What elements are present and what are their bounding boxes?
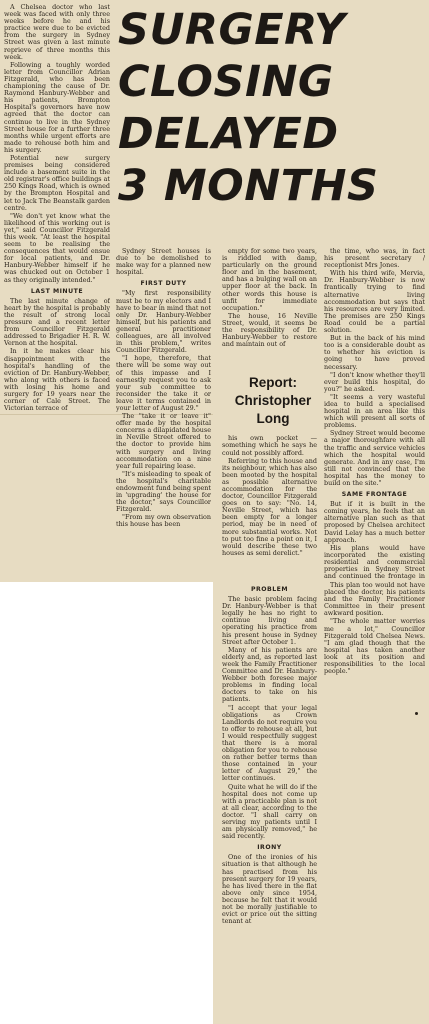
article-column-4 (324, 248, 425, 580)
paragraph: Many of his patients are elderly and, as reported last week the Family Practitioner Committee and Dr. Hanbury-Webber both foresee major problems in finding local doctors to take on his patients. (222, 645, 317, 704)
paragraph: But in the back of his mind too is a considerable doubt as to whether his eviction is going to have proved necessary. (324, 334, 425, 371)
article-column-2 (116, 248, 211, 578)
paragraph: Quite what he will do if the hospital does not come up with a practicable plan is not at all clear, according to the doctor. "I shall carry on serving my patients until I am physically removed," he said recently. (222, 782, 317, 841)
paragraph: But if it is built in the coming years, he feels that an alternative plan such as that proposed by Chelsea architect David Lelay has a much better approach. (324, 500, 425, 544)
headline-line-2: CLOSING (118, 57, 334, 107)
paragraph: His plans would have incorporated the existing residential and commercial properties in Sydney Street and continued the frontage in (324, 543, 425, 580)
headline-line-1: SURGERY (118, 5, 346, 55)
paragraph: Referring to this house and its neighbour, which has also been mooted by the hospital as possible alternative accommodation for the doctor, Councillor Fitzgerald goes on to say: "No. 14, Neville Street, which has been empty for a longer period, may be in need of more substantial works. Not to put too fine a point on it, I would describe these two houses as semi derelict." (222, 456, 317, 557)
headline-line-3: DELAYED (118, 109, 339, 159)
paragraph: The basic problem facing Dr. Hanbury-Webber is that legally he has no right to continue living and operating his practice from his present house in Sydney Street after October 1. (222, 595, 317, 646)
paragraph: One of the ironies of his situation is that although he has practised from his present surgery for 19 years, he has lived there in the flat above only since 1954, because he felt that it would not be morally justifiable to evict or price out the sitting tenant at (222, 853, 317, 926)
subheading: LAST MINUTE (30, 287, 84, 295)
article-column-1 (4, 4, 110, 580)
end-mark (415, 712, 418, 715)
paragraph: This plan too would not have placed the doctor, his patients and the Family Practitioner Committee in their present awkward position. (324, 582, 425, 618)
paragraph: "It seems a very wasteful idea to build a specialised hospital in an area like this which will present all sorts of problems. (324, 392, 425, 430)
paragraph: The house, 16 Neville Street, would, it seems be the responsibility of Dr. Hanbury-Webber to restore and maintain out of (222, 311, 317, 349)
paragraph: "From my own observation this house has been (116, 513, 211, 529)
paragraph: the time, who was, in fact his present secretary / receptionist Mrs Jones. (324, 248, 425, 270)
byline-author-last: Long (256, 411, 290, 426)
byline (230, 374, 316, 428)
subheading: FIRST DUTY (140, 280, 187, 288)
paragraph: The last minute change of heart by the hospital is probably the result of strong local pressure and a recent letter from Councillor Fitzgerald addressed to Brigadier H. R. W. Vernon at the hospital. (4, 296, 110, 348)
byline-label: Report: (249, 375, 297, 390)
paragraph: empty for some two years, is riddled with damp, particularly on the ground floor and in the basement, and has a bulging wall on an upper floor at the back. In other words this house is unfit for immediate occupation." (222, 248, 317, 312)
paragraph: "I hope, therefore, that there will be some way out of this impasse and I earnestly request you to ask your sub committee to reconsider the take it or leave it terms contained in your letter of August 29." (116, 354, 211, 412)
byline-author-first: Christopher (234, 393, 312, 408)
paragraph: "I don't know whether they'll ever build this hospital, do you?" he asked. (324, 370, 425, 393)
paragraph: Sydney Street houses is due to be demolished to make way for a planned new hospital. (116, 248, 211, 277)
subheading: IRONY (257, 844, 282, 852)
paragraph: Following a toughly worded letter from Councillor Adrian Fitzgerald, who has been championing the cause of Dr. Raymond Hanbury-Webber and his patients, Brompton Hospital's governors have now agreed that the doctor can continue to live in the Sydney Street house for a further three months while urgent efforts are made to rehouse both him and his surgery. (4, 60, 110, 154)
paragraph: A Chelsea doctor who last week was faced with only three weeks before he and his practice were due to be evicted from the surgery in Sydney Street was given a last minute reprieve of three months this week. (4, 4, 110, 61)
headline-line-4: 3 MONTHS (118, 161, 379, 211)
article-column-5 (222, 582, 317, 1022)
paragraph: "My first responsibility must be to my electors and I have to bear in mind that not only Dr. Hanbury-Webber himself, but his patients and general practitioner colleagues, are all involved in this problem," writes Councillor Fitzgerald. (116, 289, 211, 355)
paragraph: "We don't yet know what the likelihood of this working out is yet," said Councillor Fitzgerald this week. "At least the hospital seem to be realising the consequences that would ensue for local patients, and Dr. Hanbury-Webber himself if he was chucked out on October 1 as they originally intended." (4, 211, 110, 284)
paragraph: his own pocket — something which he says he could not possibly afford. (222, 434, 317, 457)
paragraph: Sydney Street would become a major thoroughfare with all the traffic and service vehicles which the hospital would generate. And in any case, I'm still not convinced that the hospital has the money to build on the site." (324, 429, 425, 487)
subheading: SAME FRONTAGE (341, 491, 408, 499)
paragraph: With his third wife, Mervia, Dr. Hanbury-Webber is now frantically trying to find alternative living accommodation but says that his resources are very limited. The premises are 250 Kings Road could be a partial solution. (324, 269, 425, 335)
paragraph: "The whole matter worries me a lot," Councillor Fitzgerald told Chelsea News. "I am glad though that the hospital has taken another look at its position and responsibilities to the local people." (324, 617, 425, 676)
subheading: PROBLEM (250, 586, 289, 593)
paragraph: The "take it or leave it" offer made by the hospital concerns a dilapidated house in Neville Street offered to the doctor to provide him with surgery and living accommodation on a nine year full repairing lease. (116, 412, 211, 470)
paragraph: Potential new surgery premises being considered include a basement suite in the old registrar's office buildings at 250 Kings Road, which is owned by the Brompton Hospital and let to Jack The Beanstalk garden centre. (4, 153, 110, 212)
paragraph: "I accept that your legal obligations as Crown Landlords do not require you to offer to rehouse at all, but I would respectfully suggest that there is a moral obligation for you to rehouse on rather better terms than those contained in your letter of August 29," the letter continues. (222, 703, 317, 783)
paragraph: "It's misleading to speak of the hospital's charitable endowment fund being spent in 'upgrading' the house for the doctor," says Councillor Fitzgerald. (116, 469, 211, 514)
paragraph: In it he makes clear his disappointment with the hospital's handling of the eviction of Dr. Hanbury-Webber, who along with others is faced with losing his home and surgery for 19 years near the corner of Cale Street. The Victorian terrace of (4, 347, 110, 413)
headline (118, 4, 429, 212)
article-column-6 (324, 582, 425, 722)
